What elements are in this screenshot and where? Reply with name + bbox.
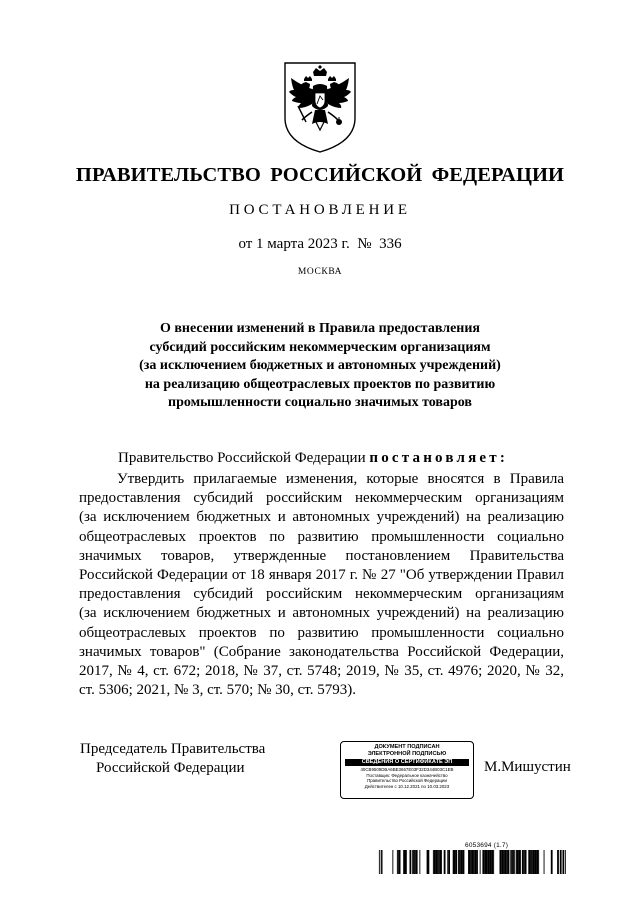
- body-line: (за исключением бюджетных и автономных учреждений) на реализацию: [79, 605, 564, 622]
- subject-line: субсидий российским некоммерческим организациям: [149, 339, 491, 355]
- document-date-number: от 1 марта 2023 г. № 336: [238, 236, 402, 252]
- body-line: общеотраслевых проектов по развитию промышленности социально: [79, 528, 564, 545]
- body-line: значимых товаров, утвержденные постановлением Правительства: [79, 547, 564, 564]
- signatory-position-line2: Российской Федерации: [96, 760, 245, 776]
- document-type: ПОСТАНОВЛЕНИЕ: [229, 202, 411, 218]
- document-city: МОСКВА: [297, 267, 343, 277]
- body-line: Российской Федерации от 18 января 2017 г. № 27 "Об утверждении Правил: [79, 566, 564, 583]
- body-line: предоставления субсидий российским некоммерческим организациям: [79, 490, 564, 507]
- document-subject: [80, 320, 560, 413]
- decree-body: [79, 470, 564, 700]
- government-title: ПРАВИТЕЛЬСТВО РОССИЙСКОЙ ФЕДЕРАЦИИ: [75, 164, 565, 186]
- subject-line: (за исключением бюджетных и автономных учреждений): [139, 358, 501, 373]
- lead-text: Правительство Российской Федерации: [118, 450, 370, 466]
- stamp-line1: ДОКУМЕНТ ПОДПИСАН: [374, 744, 440, 750]
- stamp-line2: ЭЛЕКТРОННОЙ ПОДПИСЬЮ: [367, 750, 447, 757]
- stamp-certificate-header: СВЕДЕНИЯ О СЕРТИФИКАТЕ ЭП: [345, 759, 469, 767]
- signatory-name: М.Мишустин: [484, 759, 571, 775]
- subject-line: на реализацию общеотраслевых проектов по развитию: [144, 376, 496, 392]
- stamp-owner: Правительство Российской Федерации: [367, 778, 447, 784]
- body-line: Утвердить прилагаемые изменения, которые вносятся в Правила: [117, 471, 564, 487]
- barcode-image: [378, 850, 566, 874]
- signatory-position-line1: Председатель Правительства: [80, 741, 266, 757]
- stamp-issuer: Поставщик: Федеральное казначейство: [366, 772, 448, 778]
- signatory-position: [80, 740, 265, 778]
- coat-of-arms-emblem: [282, 60, 358, 154]
- stamp-validity: Действителен с 10.12.2021 по 10.03.2023: [364, 783, 450, 789]
- body-line: ст. 5306; 2021, № 3, ст. 570; № 30, ст. 5793).: [79, 682, 356, 699]
- subject-line: промышленности социально значимых товаров: [168, 395, 472, 410]
- barcode-number: 6053694 (1.7): [465, 842, 509, 849]
- body-line: (за исключением бюджетных и автономных учреждений) на реализацию: [79, 509, 564, 526]
- subject-line: О внесении изменений в Правила предоставления: [159, 321, 481, 336]
- body-line: предоставления субсидий российским некоммерческим организациям: [79, 586, 564, 603]
- lead-decree-word: постановляет:: [369, 450, 509, 466]
- body-line: значимых товаров" (Собрание законодательства Российской Федерации,: [79, 643, 564, 660]
- electronic-signature-stamp: [340, 741, 474, 799]
- body-line: общеотраслевых проектов по развитию промышленности социально: [79, 624, 564, 641]
- decree-lead: [118, 450, 508, 467]
- stamp-serial: 40CB9509DBA6BE3667E03F32D344B03C1EB: [360, 767, 454, 773]
- body-line: 2017, № 4, ст. 672; 2018, № 37, ст. 5748; 2019, № 35, ст. 4976; 2020, № 32,: [79, 662, 564, 679]
